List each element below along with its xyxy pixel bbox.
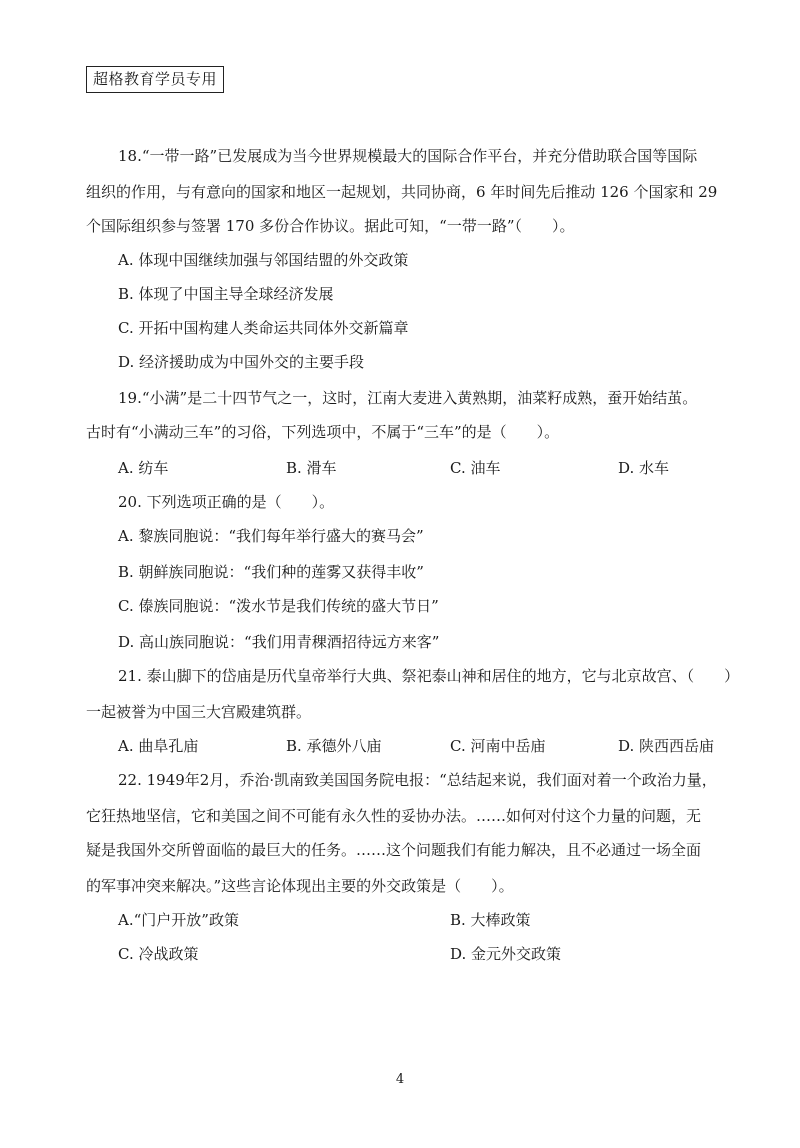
q19-option-d: D. 水车 [618,459,670,477]
q21-option-c: C. 河南中岳庙 [450,737,546,755]
q22-stem-line3: 疑是我国外交所曾面临的最巨大的任务。……这个问题我们有能力解决，且不必通过一场全面 [86,841,702,859]
q18-option-d: D. 经济援助成为中国外交的主要手段 [118,353,365,371]
q19-option-b: B. 滑车 [286,459,337,477]
q18-stem-line3: 个国际组织参与签署 170 多份合作协议。据此可知，“一带一路”（ ）。 [86,217,575,235]
q22-option-d: D. 金元外交政策 [450,945,562,963]
q21-option-b: B. 承德外八庙 [286,737,382,755]
q20-option-d: D. 高山族同胞说：“我们用青稞酒招待远方来客” [118,633,440,651]
q18-stem-line1: 18.“一带一路”已发展成为当今世界规模最大的国际合作平台，并充分借助联合国等国际 [118,147,698,165]
q22-stem-line1: 22. 1949年2月，乔治·凯南致美国国务院电报：“总结起来说，我们面对着一个政治力量， [118,771,717,789]
q22-stem-line2: 它狂热地坚信，它和美国之间不可能有永久性的妥协办法。……如何对付这个力量的问题，无 [86,807,702,825]
q21-option-a: A. 曲阜孔庙 [118,737,199,755]
page-number: 4 [395,1072,405,1087]
q22-option-a: A.“门户开放”政策 [118,911,239,929]
q18-option-b: B. 体现了中国主导全球经济发展 [118,285,334,303]
q19-stem-line2: 古时有“小满动三车”的习俗，下列选项中，不属于“三车”的是（ ）。 [86,423,560,441]
q19-option-c: C. 油车 [450,459,501,477]
header-label: 超格教育学员专用 [86,66,224,93]
q19-option-a: A. 纺车 [118,459,169,477]
q18-option-c: C. 开拓中国构建人类命运共同体外交新篇章 [118,319,409,337]
q20-option-c: C. 傣族同胞说：“泼水节是我们传统的盛大节日” [118,597,439,615]
q22-option-c: C. 冷战政策 [118,945,199,963]
q21-stem-line1: 21. 泰山脚下的岱庙是历代皇帝举行大典、祭祀泰山神和居住的地方，它与北京故宫、（ ） [118,667,740,685]
q18-stem-line2: 组织的作用，与有意向的国家和地区一起规划，共同协商，6 年时间先后推动 126 个国家和 29 [86,183,718,201]
q20-option-a: A. 黎族同胞说：“我们每年举行盛大的赛马会” [118,527,424,545]
q22-option-b: B. 大棒政策 [450,911,531,929]
q21-stem-line2: 一起被誉为中国三大宫殿建筑群。 [86,703,312,721]
q20-option-b: B. 朝鲜族同胞说：“我们种的莲雾又获得丰收” [118,563,424,581]
q22-stem-line4: 的军事冲突来解决。”这些言论体现出主要的外交政策是（ ）。 [86,877,514,895]
q19-stem-line1: 19.“小满”是二十四节气之一，这时，江南大麦进入黄熟期，油菜籽成熟，蚕开始结茧。 [118,389,698,407]
q21-option-d: D. 陕西西岳庙 [618,737,715,755]
q20-stem: 20. 下列选项正确的是（ ）。 [118,493,335,511]
q18-option-a: A. 体现中国继续加强与邻国结盟的外交政策 [118,251,409,269]
